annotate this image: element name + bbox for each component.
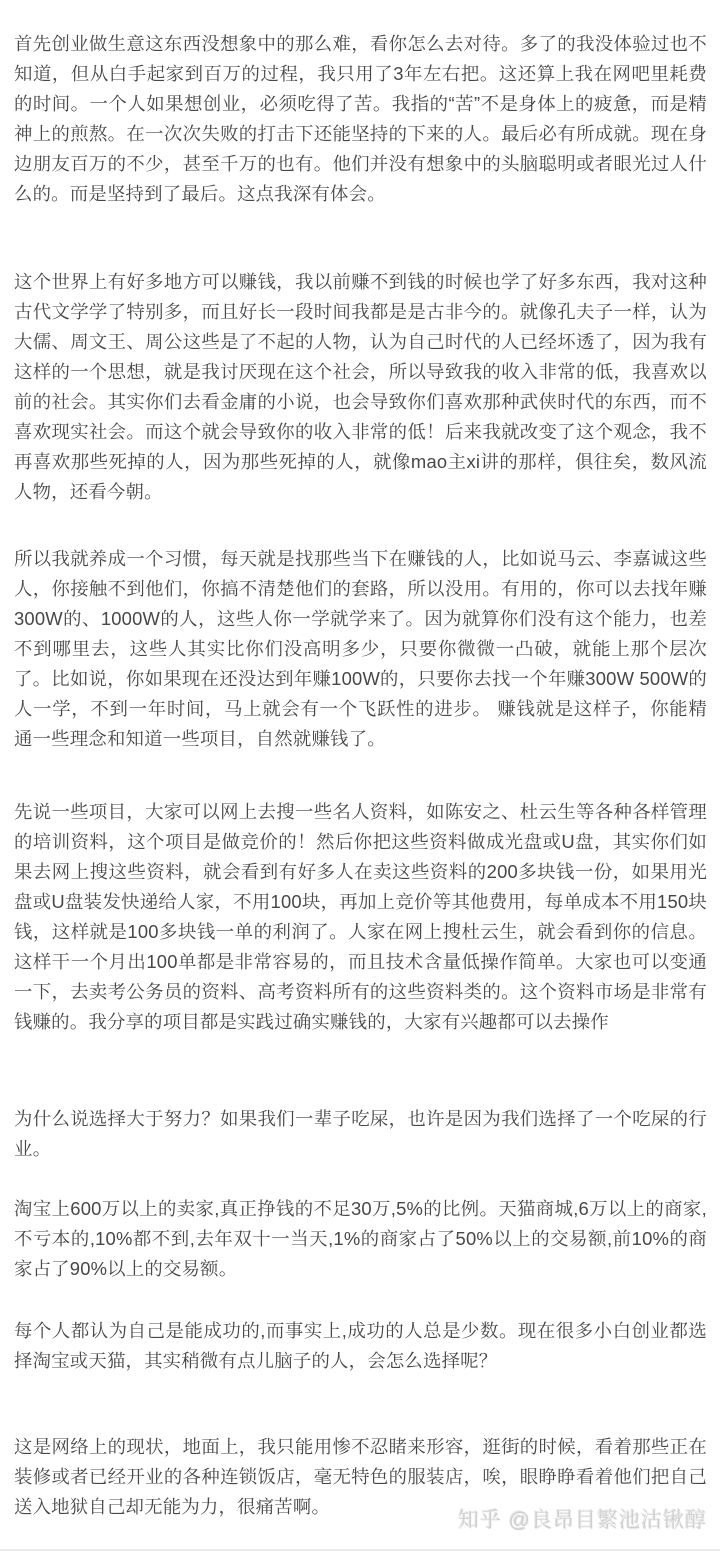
zhihu-watermark: 知乎 @良昂目繁池沽锹醇 [457, 1509, 707, 1532]
paragraph-6: 淘宝上600万以上的卖家,真正挣钱的不足30万,5%的比例。天猫商城,6万以上的商家,不亏本的,10%都不到,去年双十一当天,1%的商家占了50%以上的交易额,前10%的商家占了90%以上的交易额。 [14, 1198, 707, 1279]
bottom-divider [0, 1549, 720, 1551]
paragraph-2: 这个世界上有好多地方可以赚钱，我以前赚不到钱的时候也学了好多东西，我对这种古代文学学了特别多，而且好长一段时间我都是是古非今的。就像孔夫子一样，认为大儒、周文王、周公这些是了不起的人物，认为自己时代的人已经坏透了，因为我有这样的一个思想，就是我讨厌现在这个社会，所以导致我的收入非常的低，我喜欢以前的社会。其实你们去看金庸的小说，也会导致你们喜欢那种武侠时代的东西，而不喜欢现实社会。而这个就会导致你的收入非常的低！后来我就改变了这个观念，我不再喜欢那些死掉的人，因为那些死掉的人，就像mao主xi讲的那样，俱往矣，数风流人物，还看今朝。 [14, 271, 707, 502]
paragraph-8: 这是网络上的现状，地面上，我只能用惨不忍睹来形容，逛街的时候，看着那些正在装修或者已经开业的各种连锁饭店，毫无特色的服装店，唉，眼睁睁看着他们把自己送入地狱自己却无能为力，很痛苦啊。 [14, 1436, 707, 1517]
paragraph-1: 首先创业做生意这东西没想象中的那么难，看你怎么去对待。多了的我没体验过也不知道，但从白手起家到百万的过程，我只用了3年左右把。这还算上我在网吧里耗费的时间。一个人如果想创业，必须吃得了苦。我指的“苦”不是身体上的疲惫，而是精神上的煎熬。在一次次失败的打击下还能坚持的下来的人。最后必有所成就。现在身边朋友百万的不少，甚至千万的也有。他们并没有想象中的头脑聪明或者眼光过人什么的。而是坚持到了最后。这点我深有体会。 [14, 33, 707, 204]
paragraph-4: 先说一些项目，大家可以网上去搜一些名人资料，如陈安之、杜云生等各种各样管理的培训资料，这个项目是做竞价的！然后你把这些资料做成光盘或U盘，其实你们如果去网上搜这些资料，就会看到有好多人在卖这些资料的200多块钱一份，如果用光盘或U盘装发快递给人家，不用100块，再加上竞价等其他费用，每单成本不用150块钱，这样就是100多块钱一单的利润了。人家在网上搜杜云生，就会看到你的信息。这样干一个月出100单都是非常容易的，而且技术含量低操作简单。大家也可以变通一下，去卖考公务员的资料、高考资料所有的这些资料类的。这个资料市场是非常有钱赚的。我分享的项目都是实践过确实赚钱的，大家有兴趣都可以去操作 [14, 801, 707, 1032]
paragraph-7: 每个人都认为自己是能成功的,而事实上,成功的人总是少数。现在很多小白创业都选择淘宝或天猫，其实稍微有点儿脑子的人，会怎么选择呢？ [14, 1320, 707, 1371]
paragraph-3: 所以我就养成一个习惯，每天就是找那些当下在赚钱的人，比如说马云、李嘉诚这些人，你接触不到他们，你搞不清楚他们的套路，所以没用。有用的，你可以去找年赚300W的、1000W的人，这些人你一学就学来了。因为就算你们没有这个能力，也差不到哪里去，这些人其实比你们没高明多少，只要你微微一凸破，就能上那个层次了。比如说，你如果现在还没达到年赚100W的，只要你去找一个年赚300W 500W的人一学，不到一年时间，马上就会有一个飞跃性的进步。 赚钱就是这样子，你能精通一些理念和知道一些项目，自然就赚钱了。 [14, 548, 707, 749]
paragraph-5: 为什么说选择大于努力？如果我们一辈子吃屎，也许是因为我们选择了一个吃屎的行业。 [14, 1108, 707, 1159]
